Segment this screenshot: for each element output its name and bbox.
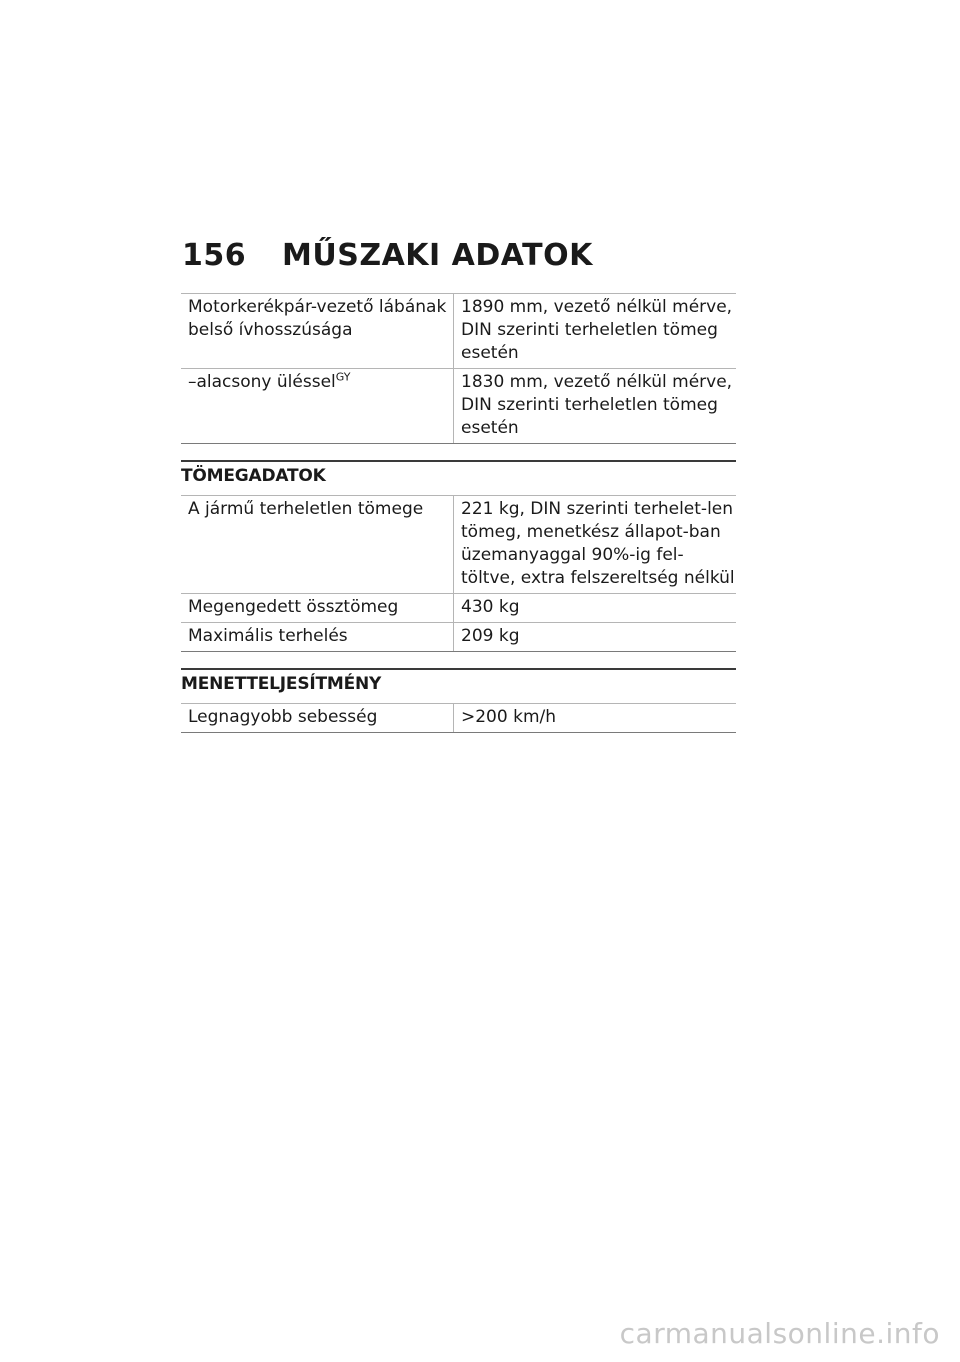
spec-value: 1830 mm, vezető nélkül mérve, DIN szerinti terheletlen tömeg esetén [461, 372, 733, 438]
table-row [181, 368, 736, 444]
spec-label: Megengedett össztömeg [188, 597, 399, 617]
spec-value: 221 kg, DIN szerinti terhelet-len tömeg, menetkész állapot-ban üzemanyaggal 90%-ig fel-töltve, extra felszereltség nélkül [461, 499, 735, 588]
spec-label: Motorkerékpár-vezető lábának belső ívhosszúsága [188, 297, 447, 340]
spec-value: 209 kg [461, 626, 520, 646]
watermark: carmanualsonline.info [619, 1317, 940, 1350]
spec-label: A jármű terheletlen tömege [188, 499, 424, 519]
spec-value: 1890 mm, vezető nélkül mérve, DIN szerinti terheletlen tömeg esetén [461, 297, 733, 363]
spec-value: >200 km/h [461, 707, 557, 727]
table-row [181, 495, 736, 593]
section-heading-performance: MENETTELJESÍTMÉNY [181, 668, 736, 703]
spec-label: Maximális terhelés [188, 626, 348, 646]
table-row [181, 703, 736, 733]
spec-label-superscript: GY [335, 370, 351, 384]
table-row [181, 293, 736, 368]
spec-label-text: –alacsony üléssel [188, 372, 336, 392]
spec-label: Legnagyobb sebesség [188, 707, 378, 727]
table-row [181, 593, 736, 622]
spec-content [181, 293, 736, 733]
page-number: 156 [182, 238, 247, 273]
section-heading-mass: TÖMEGADATOK [181, 460, 736, 495]
spec-value: 430 kg [461, 597, 520, 617]
page-title: MŰSZAKI ADATOK [282, 238, 593, 273]
spec-label [181, 371, 453, 440]
page-header [182, 238, 593, 273]
table-row [181, 622, 736, 652]
